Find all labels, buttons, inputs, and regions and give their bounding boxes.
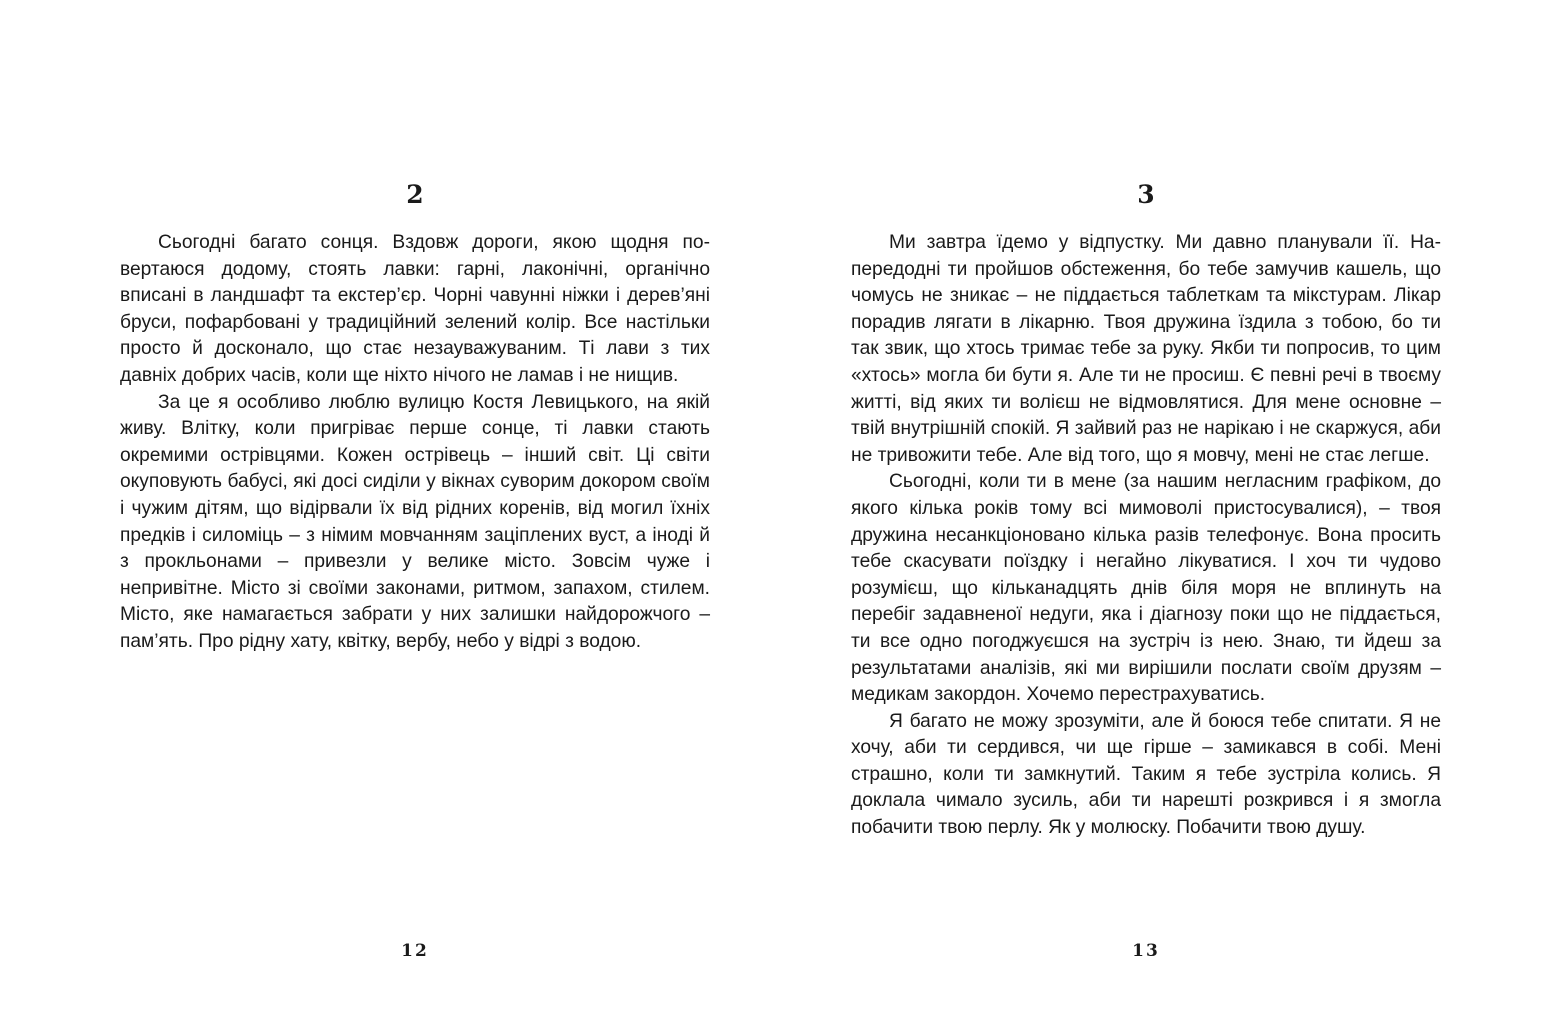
chapter-number: 3 <box>1137 180 1155 209</box>
page-number: 13 <box>1132 941 1160 961</box>
chapter-text <box>120 230 710 656</box>
paragraph: За це я особливо люблю вулицю Костя Левицького, на якій живу. Влітку, коли пригріває перше сонце, ті лавки стають окремими острівцями. Кожен острівець – інший світ. Ці світи окуповують бабусі, які досі сиділи у вікнах суворим докором своїм і чужим дітям, що відірвали їх від рідних коренів, від могил їхніх предків і силоміць – з німим мовчанням заціплених вуст, а іноді й з прокльонами – привезли у велике місто. Зовсім чуже і непривітне. Місто зі своїми законами, ритмом, запахом, стилем. Місто, яке намагається забрати у них залишки найдорожчого – пам’ять. Про рідну хату, квітку, вербу, небо у відрі з водою. <box>120 391 710 652</box>
paragraph: Ми завтра їдемо у відпустку. Ми давно планували її. Напередодні ти пройшов обстеження, бо тебе замучив кашель, що чомусь не зникає – не піддається таблеткам та мікстурам. Лікар порадив лягати в лікарню. Твоя дружина їздила з тобою, бо ти так звик, що хтось тримає тебе за руку. Якби ти попросив, то цим «хтось» могла би бути я. Але ти не просиш. Є певні речі в твоєму житті, від яких ти волієш не відмовлятися. Для мене основне – твій внутрішній спокій. Я зайвий раз не нарікаю і не скаржуся, аби не тривожити тебе. Але від того, що я мовчу, мені не стає легше. <box>851 232 1441 466</box>
paragraph: Сьогодні багато сонця. Вздовж дороги, якою щодня повертаюся додому, стоять лавки: гарні, лаконічні, органічно вписані в ландшафт та екстер’єр. Чорні чавунні ніжки і дерев’яні бруси, пофарбовані у традиційний зелений колір. Все настільки просто й досконало, що стає незауважуваним. Ті лави з тих давніх добрих часів, коли ще ніхто нічого не ламав і не нищив. <box>120 232 710 386</box>
paragraph: Я багато не можу зрозуміти, але й боюся тебе спитати. Я не хочу, аби ти сердився, чи ще гірше – замикався в собі. Мені страшно, коли ти замкнутий. Таким я тебе зустріла колись. Я доклала чимало зусиль, аби ти нарешті розкрився і я змогла побачити твою перлу. Як у молюску. Побачити твою душу. <box>851 710 1441 839</box>
right-page <box>851 0 1441 1028</box>
page-number: 12 <box>401 941 429 961</box>
chapter-text <box>851 230 1441 842</box>
paragraph: Сьогодні, коли ти в мене (за нашим негласним графіком, до якого кілька років тому всі мимоволі пристосувалися), – твоя дружина несанкціоновано кілька разів телефонує. Вона просить тебе скасувати поїздку і негайно лікуватися. І хоч ти чудово розумієш, що кільканадцять днів біля моря не вплинуть на перебіг задавненої недуги, яка і діагнозу поки що не піддається, ти все одно погоджуєшся на зустріч із нею. Знаю, ти йдеш за результатами аналізів, які ми вирішили послати своїм друзям – медикам закордон. Хочемо перестрахуватись. <box>851 471 1441 706</box>
chapter-number: 2 <box>406 180 424 209</box>
left-page <box>120 0 710 1028</box>
